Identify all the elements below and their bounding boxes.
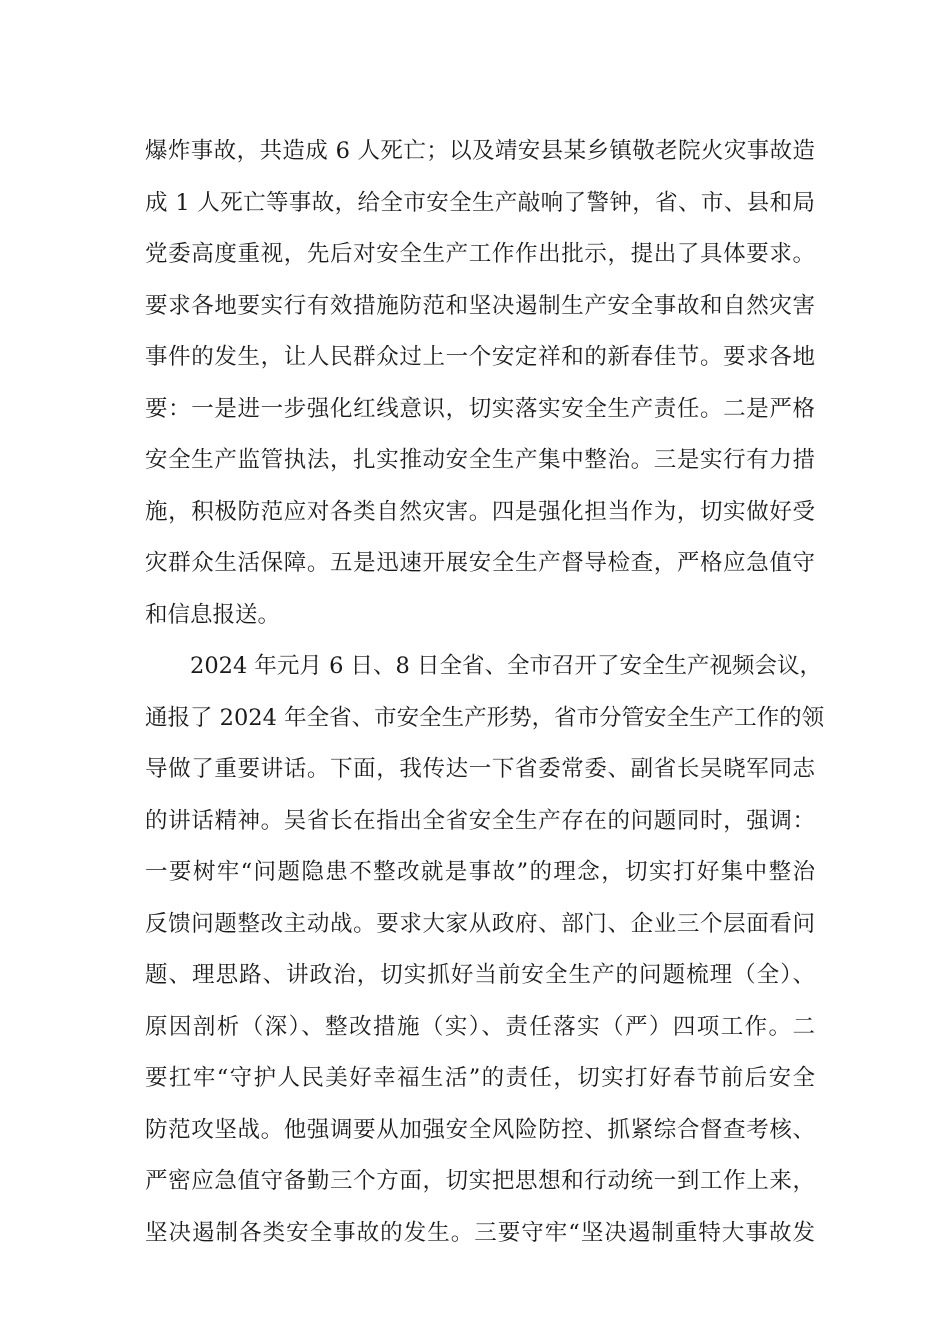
text-line: 一要树牢“问题隐患不整改就是事故”的理念，切实打好集中整治 xyxy=(145,859,815,885)
text-line: 党委高度重视，先后对安全生产工作作出批示，提出了具体要求。 xyxy=(145,241,815,267)
text-line: 安全生产监管执法，扎实推动安全生产集中整治。三是实行有力措 xyxy=(145,447,815,473)
text-line: 坚决遏制各类安全事故的发生。三要守牢“坚决遏制重特大事故发 xyxy=(145,1219,815,1246)
text-line: 和信息报送。 xyxy=(145,601,281,628)
text-line: 题、理思路、讲政治，切实抓好当前安全生产的问题梳理（全）、 xyxy=(145,962,815,988)
text-line: 灾群众生活保障。五是迅速开展安全生产督导检查，严格应急值守 xyxy=(145,550,815,576)
paragraph-1 xyxy=(145,126,815,641)
text-line: 通报了 2024 年全省、市安全生产形势，省市分管安全生产工作的领 xyxy=(145,704,825,731)
text-line: 成 1 人死亡等事故，给全市安全生产敲响了警钟，省、市、县和局 xyxy=(145,189,815,216)
text-line: 导做了重要讲话。下面，我传达一下省委常委、副省长吴晓军同志 xyxy=(145,756,815,782)
text-line: 施，积极防范应对各类自然灾害。四是强化担当作为，切实做好受 xyxy=(145,498,815,525)
document-body xyxy=(145,126,825,1259)
text-line: 2024 年元月 6 日、8 日全省、全市召开了安全生产视频会议， xyxy=(190,653,823,679)
text-line: 要：一是进一步强化红线意识，切实落实安全生产责任。二是严格 xyxy=(145,395,815,422)
text-line: 要扛牢“守护人民美好幸福生活”的责任，切实打好春节前后安全 xyxy=(145,1065,815,1091)
text-line: 事件的发生，让人民群众过上一个安定祥和的新春佳节。要求各地 xyxy=(145,344,815,370)
text-line: 严密应急值守备勤三个方面，切实把思想和行动统一到工作上来， xyxy=(145,1168,815,1194)
text-line: 爆炸事故，共造成 6 人死亡；以及靖安县某乡镇敬老院火灾事故造 xyxy=(145,138,815,164)
text-line: 的讲话精神。吴省长在指出全省安全生产存在的问题同时，强调： xyxy=(145,807,815,834)
text-line: 原因剖析（深）、整改措施（实）、责任落实（严）四项工作。二 xyxy=(145,1013,815,1040)
text-line: 防范攻坚战。他强调要从加强安全风险防控、抓紧综合督查考核、 xyxy=(145,1116,815,1143)
text-line: 反馈问题整改主动战。要求大家从政府、部门、企业三个层面看问 xyxy=(145,910,815,937)
paragraph-2 xyxy=(145,641,825,1259)
text-line: 要求各地要实行有效措施防范和坚决遏制生产安全事故和自然灾害 xyxy=(145,292,815,319)
